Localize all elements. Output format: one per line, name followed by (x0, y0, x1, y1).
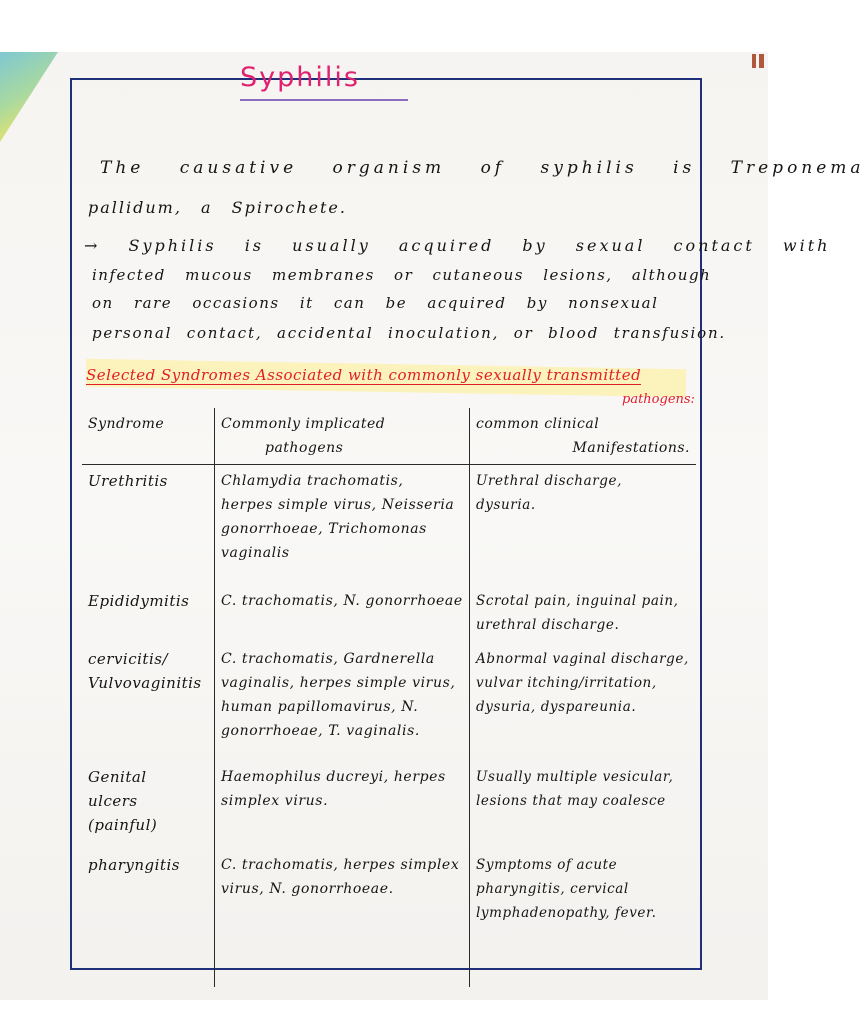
manifestations-cell: Abnormal vaginal discharge, vulvar itching/irritation, dysuria, dyspareunia. (470, 643, 697, 761)
table-row (82, 643, 696, 761)
bottom-background (0, 1000, 768, 1024)
paragraph-line-2: pallidum, a Spirochete. (88, 198, 347, 217)
header-syndrome-label: Syndrome (88, 416, 165, 432)
table-row (82, 585, 696, 643)
manifestations-cell: Urethral discharge, dysuria. (470, 465, 697, 585)
header-pathogens (215, 408, 470, 465)
pathogens-cell: C. trachomatis, herpes simplex virus, N. gonorrhoeae. (215, 849, 470, 987)
syndrome-cell: pharyngitis (88, 855, 180, 874)
header-pathogens-line-1: Commonly implicated (221, 416, 386, 432)
pathogens-cell: Haemophilus ducreyi, herpes simplex virus. (215, 761, 470, 849)
table-row (82, 761, 696, 849)
header-manifestations-line-2: Manifestations. (572, 440, 690, 456)
pathogens-cell: C. trachomatis, Gardnerella vaginalis, herpes simple virus, human papillomavirus, N. gonorrhoeae, T. vaginalis. (215, 643, 470, 761)
paragraph-line-4: infected mucous membranes or cutaneous lesions, although (92, 266, 712, 284)
syndrome-cell: cervicitis/ Vulvovaginitis (88, 649, 202, 692)
table-row (82, 849, 696, 987)
title-underline (240, 95, 408, 101)
manifestations-cell: Symptoms of acute pharyngitis, cervical lymphadenopathy, fever. (470, 849, 697, 987)
header-pathogens-line-2: pathogens (265, 440, 344, 456)
header-manifestations-line-1: common clinical (476, 416, 600, 432)
table-heading-continued: pathogens: (622, 392, 695, 407)
header-syndrome (82, 408, 215, 465)
edge-marks (752, 54, 764, 68)
table-row (82, 465, 696, 585)
paragraph-line-1: The causative organism of syphilis is Treponema (100, 158, 865, 178)
manifestations-cell: Usually multiple vesicular, lesions that may coalesce (470, 761, 697, 849)
syndrome-cell: Urethritis (88, 472, 168, 490)
paragraph-line-3: → Syphilis is usually acquired by sexual contact with (84, 236, 831, 255)
pathogens-cell: C. trachomatis, N. gonorrhoeae (215, 585, 470, 643)
page-title: Syphilis (240, 62, 360, 93)
syndrome-cell: Genital ulcers (painful) (88, 767, 158, 834)
syndrome-cell: Epididymitis (88, 591, 190, 610)
paragraph-line-5: on rare occasions it can be acquired by nonsexual (92, 294, 659, 312)
manifestations-cell: Scrotal pain, inguinal pain, urethral discharge. (470, 585, 697, 643)
pathogens-cell: Chlamydia trachomatis, herpes simple virus, Neisseria gonorrhoeae, Trichomonas vaginalis (215, 465, 470, 585)
top-background (0, 0, 768, 52)
paragraph-line-6: personal contact, accidental inoculation, or blood transfusion. (92, 324, 727, 342)
header-manifestations (470, 408, 697, 465)
table-header-row (82, 408, 696, 465)
syndromes-table (82, 408, 696, 987)
table-heading: Selected Syndromes Associated with commonly sexually transmitted (86, 366, 642, 384)
